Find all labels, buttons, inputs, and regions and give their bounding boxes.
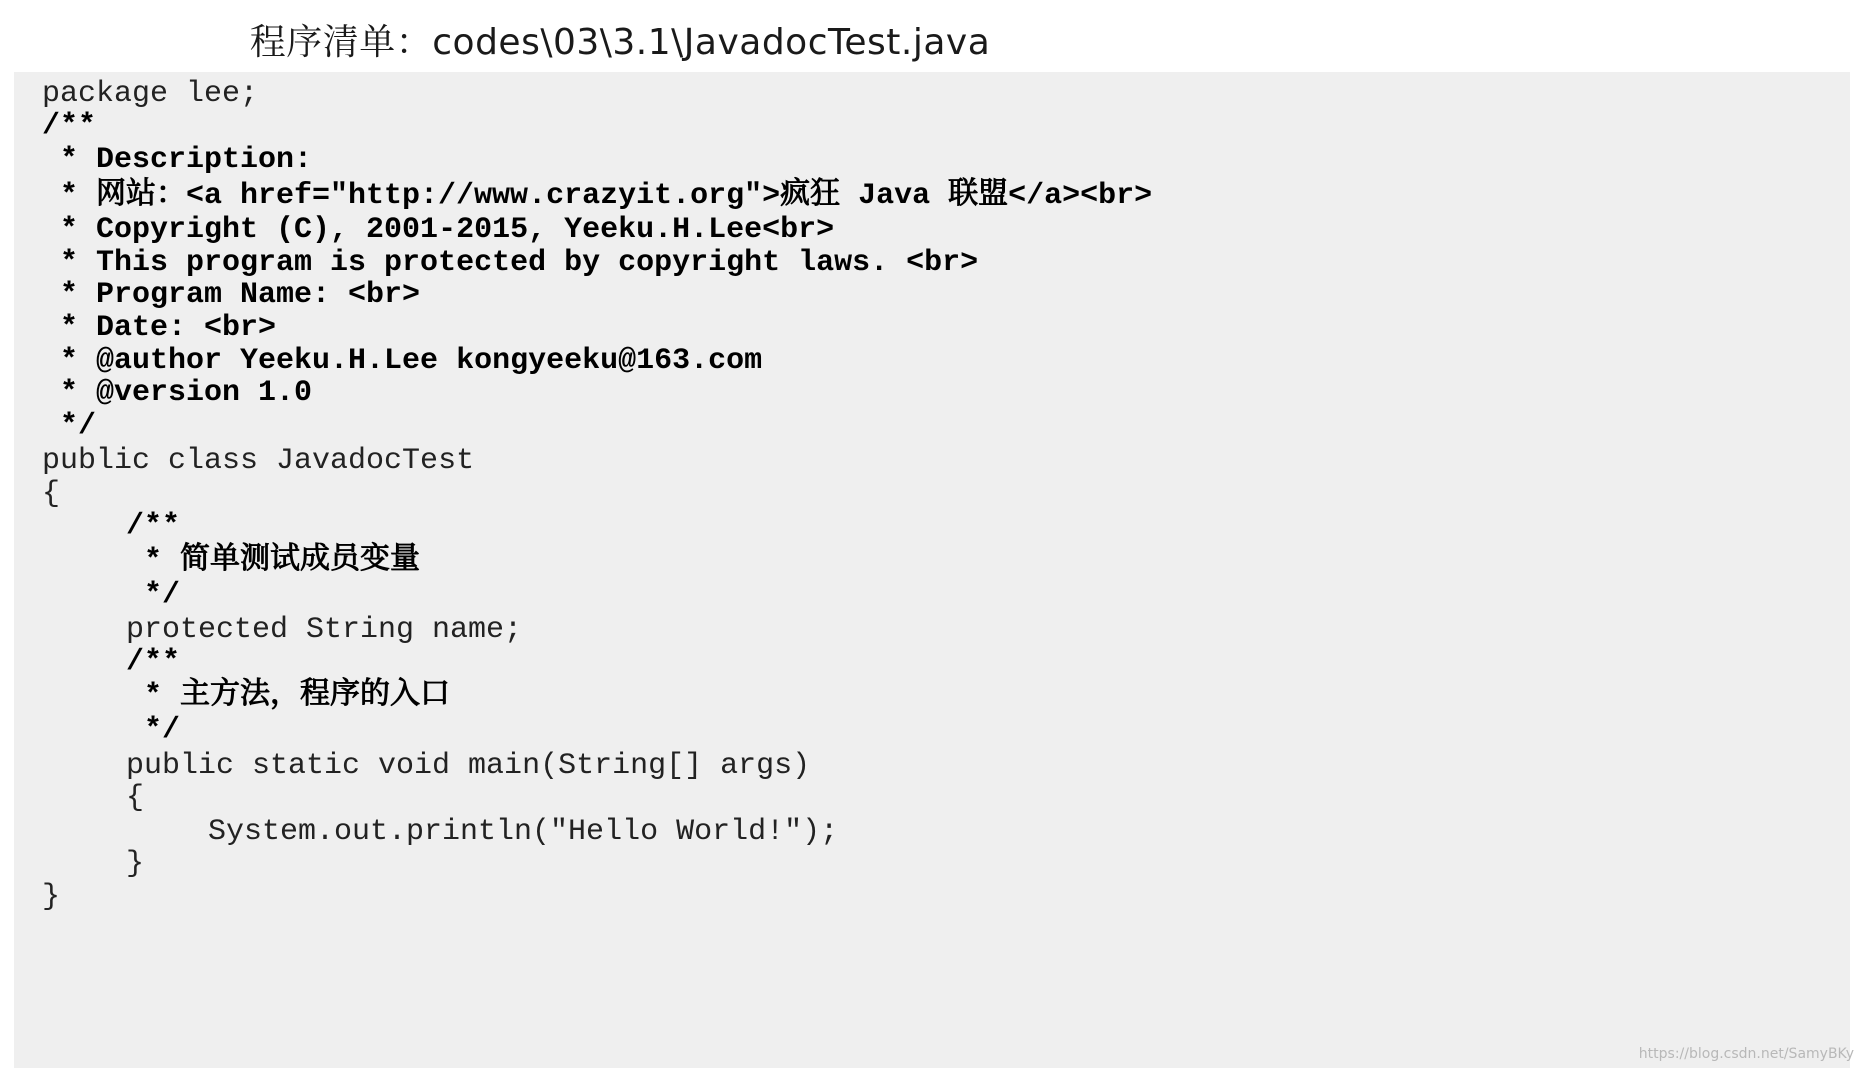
code-line-method-doc-close: */	[126, 713, 181, 747]
code-line-println: System.out.println("Hello World!");	[208, 815, 839, 849]
code-line-class-open-brace: {	[42, 477, 61, 511]
code-listing	[14, 72, 1850, 1068]
listing-title: 程序清单：codes\03\3.1\JavadocTest.java	[249, 22, 991, 63]
code-line-doc-protected: * This program is protected by copyright laws. <br>	[42, 246, 979, 280]
code-line-doc-copyright: * Copyright (C), 2001-2015, Yeeku.H.Lee<br>	[42, 213, 835, 247]
code-line-doc-description: * Description:	[42, 143, 313, 177]
code-line-doc-version: * @version 1.0	[42, 376, 313, 410]
code-line-method-signature: public static void main(String[] args)	[126, 749, 811, 783]
code-line-doc-close: */	[42, 409, 97, 443]
code-line-field-doc-open: /**	[126, 509, 181, 543]
code-line-doc-author: * @author Yeeku.H.Lee kongyeeku@163.com	[42, 344, 763, 378]
code-line-method-close-brace: }	[126, 847, 145, 881]
code-line-class-close-brace: }	[42, 880, 61, 914]
code-line-class-declaration: public class JavadocTest	[42, 444, 475, 478]
code-line-field-doc-close: */	[126, 578, 181, 612]
code-line-doc-date: * Date: <br>	[42, 311, 277, 345]
code-line-method-open-brace: {	[126, 781, 145, 815]
code-line-doc-open: /**	[42, 109, 97, 143]
code-line-field-doc-text: * 简单测试成员变量	[126, 544, 421, 578]
code-line-package: package lee;	[42, 77, 259, 111]
code-line-doc-website: * 网站：<a href="http://www.crazyit.org">疯狂 Java 联盟</a><br>	[42, 179, 1153, 213]
code-line-doc-program-name: * Program Name: <br>	[42, 278, 421, 312]
watermark-url: https://blog.csdn.net/SamyBKy	[1638, 1046, 1854, 1062]
code-line-field-declaration: protected String name;	[126, 613, 523, 647]
code-line-method-doc-open: /**	[126, 645, 181, 679]
code-line-method-doc-text: * 主方法，程序的入口	[126, 679, 451, 713]
